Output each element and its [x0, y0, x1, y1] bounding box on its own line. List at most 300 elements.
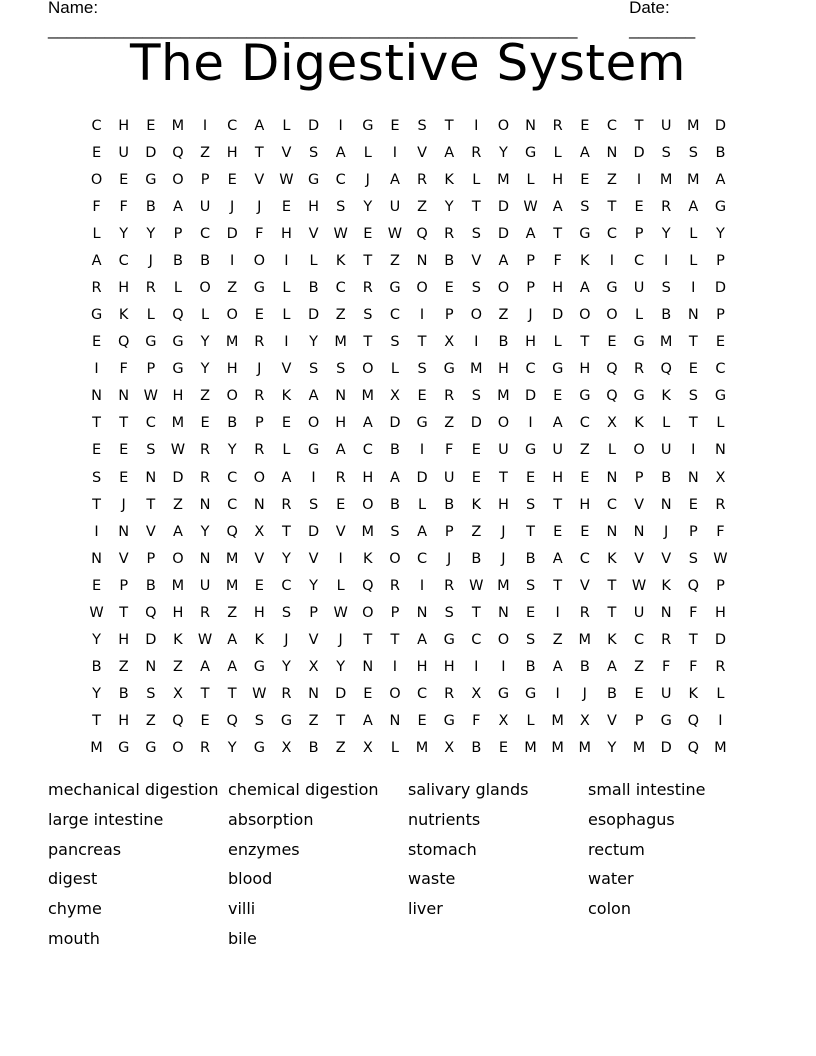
- word-bank-item: pancreas: [48, 839, 122, 859]
- grid-letter: M: [361, 388, 375, 405]
- word-bank: [48, 777, 768, 956]
- grid-letter: M: [714, 740, 727, 757]
- grid-letter: R: [444, 225, 455, 242]
- grid-letter: G: [145, 171, 157, 188]
- grid-letter: M: [225, 334, 239, 351]
- grid-letter: C: [417, 550, 428, 567]
- grid-letter: G: [253, 280, 265, 296]
- grid-letter: C: [335, 280, 346, 296]
- date-field-label: Date: _______: [629, 0, 696, 39]
- grid-letter: W: [333, 604, 348, 621]
- grid-letter: Q: [687, 577, 700, 594]
- grid-letter: M: [659, 334, 673, 351]
- grid-letter: R: [471, 144, 482, 161]
- grid-letter: S: [417, 361, 427, 378]
- grid-letter: E: [119, 171, 129, 188]
- grid-letter: L: [635, 307, 644, 324]
- grid-letter: R: [91, 280, 102, 296]
- grid-letter: B: [471, 740, 482, 757]
- grid-letter: N: [199, 496, 211, 513]
- grid-letter: I: [528, 415, 533, 432]
- grid-letter: R: [661, 198, 672, 215]
- grid-letter: L: [553, 334, 562, 351]
- grid-letter: C: [227, 469, 238, 486]
- grid-letter: V: [634, 550, 645, 567]
- word-search-grid: [83, 112, 734, 762]
- grid-letter: N: [606, 469, 618, 486]
- grid-letter: O: [172, 740, 184, 757]
- grid-letter: X: [606, 415, 617, 432]
- word-bank-item: mouth: [48, 928, 100, 948]
- grid-letter: D: [226, 225, 238, 242]
- grid-letter: R: [200, 604, 211, 621]
- grid-letter: Q: [172, 307, 184, 324]
- grid-letter: M: [497, 388, 510, 405]
- grid-letter: J: [230, 198, 235, 215]
- grid-letter: T: [336, 713, 346, 730]
- grid-letter: W: [143, 388, 158, 405]
- grid-letter: H: [714, 604, 726, 621]
- grid-letter: C: [145, 415, 156, 432]
- grid-letter: G: [172, 361, 184, 378]
- grid-letter: G: [606, 280, 618, 296]
- grid-letter: C: [715, 361, 726, 378]
- grid-letter: E: [634, 686, 644, 703]
- grid-letter: A: [389, 469, 400, 486]
- grid-letter: L: [526, 713, 535, 730]
- grid-letter: J: [257, 198, 262, 215]
- grid-letter: R: [444, 686, 455, 703]
- word-bank-item: nutrients: [408, 809, 481, 829]
- grid-letter: B: [308, 280, 319, 296]
- grid-letter: D: [416, 469, 428, 486]
- grid-letter: L: [363, 144, 372, 161]
- grid-letter: X: [308, 659, 319, 676]
- grid-letter: T: [92, 713, 101, 730]
- grid-letter: B: [661, 469, 672, 486]
- grid-letter: Z: [335, 740, 346, 757]
- grid-letter: W: [523, 198, 538, 215]
- grid-letter: R: [552, 117, 563, 134]
- grid-letter: F: [689, 604, 698, 621]
- grid-letter: I: [474, 659, 479, 676]
- grid-letter: P: [634, 713, 644, 730]
- grid-letter: M: [497, 171, 510, 188]
- grid-letter: X: [498, 713, 509, 730]
- grid-letter: F: [472, 713, 481, 730]
- grid-letter: T: [444, 117, 454, 134]
- grid-letter: B: [715, 144, 726, 161]
- grid-letter: B: [661, 307, 672, 324]
- grid-letter: P: [634, 225, 644, 242]
- grid-letter: H: [118, 632, 130, 649]
- grid-letter: M: [578, 632, 592, 649]
- grid-letter: C: [606, 117, 617, 134]
- grid-letter: J: [338, 632, 343, 649]
- grid-letter: O: [362, 604, 374, 621]
- grid-letter: O: [307, 415, 320, 432]
- grid-letter: Z: [471, 523, 482, 540]
- grid-letter: Q: [687, 740, 700, 757]
- grid-letter: G: [579, 225, 591, 242]
- grid-letter: S: [417, 117, 427, 134]
- word-bank-item: chyme: [48, 899, 102, 919]
- grid-letter: T: [634, 117, 644, 134]
- grid-letter: U: [660, 117, 672, 134]
- grid-letter: P: [444, 523, 454, 540]
- grid-letter: K: [634, 415, 644, 432]
- grid-letter: A: [172, 198, 183, 215]
- grid-letter: M: [361, 523, 375, 540]
- grid-letter: O: [226, 307, 238, 324]
- grid-letter: M: [497, 577, 510, 594]
- grid-letter: S: [471, 225, 481, 242]
- grid-letter: Q: [145, 604, 157, 621]
- grid-letter: N: [199, 550, 211, 567]
- grid-letter: H: [579, 496, 591, 513]
- grid-letter: X: [281, 740, 292, 757]
- grid-letter: A: [525, 225, 536, 242]
- grid-letter: E: [254, 307, 264, 324]
- grid-letter: Q: [362, 577, 374, 594]
- word-bank-item: villi: [228, 899, 256, 919]
- grid-letter: B: [525, 550, 536, 567]
- grid-letter: H: [525, 334, 537, 351]
- grid-letter: M: [334, 334, 347, 351]
- grid-letter: X: [579, 713, 590, 730]
- grid-letter: G: [416, 415, 428, 432]
- grid-letter: K: [580, 252, 590, 269]
- grid-letter: G: [497, 686, 510, 703]
- grid-letter: S: [661, 280, 671, 296]
- grid-letter: O: [497, 415, 510, 432]
- grid-letter: N: [525, 117, 536, 134]
- grid-letter: R: [145, 280, 156, 296]
- grid-letter: G: [280, 713, 293, 730]
- grid-letter: T: [553, 225, 563, 242]
- grid-letter: H: [497, 496, 509, 513]
- grid-letter: Y: [444, 198, 454, 215]
- grid-letter: H: [118, 713, 130, 730]
- grid-letter: J: [121, 496, 126, 513]
- grid-letter: E: [607, 334, 617, 351]
- grid-letter: K: [471, 496, 482, 513]
- grid-letter: C: [634, 632, 645, 649]
- grid-letter: J: [257, 361, 262, 378]
- grid-letter: E: [417, 713, 427, 730]
- grid-letter: B: [172, 252, 183, 269]
- grid-letter: E: [281, 415, 292, 432]
- grid-letter: Y: [716, 225, 725, 242]
- grid-letter: T: [119, 415, 129, 432]
- grid-letter: N: [335, 388, 347, 405]
- grid-letter: I: [311, 469, 316, 486]
- grid-letter: T: [607, 604, 617, 621]
- grid-letter: M: [171, 117, 185, 134]
- grid-letter: C: [118, 252, 129, 269]
- grid-letter: D: [145, 632, 157, 649]
- grid-letter: H: [308, 198, 320, 215]
- grid-letter: H: [552, 171, 564, 188]
- grid-letter: N: [416, 604, 428, 621]
- grid-letter: Y: [200, 523, 210, 540]
- grid-letter: N: [606, 523, 618, 540]
- grid-letter: M: [225, 577, 239, 594]
- grid-letter: P: [634, 469, 644, 486]
- grid-letter: E: [363, 686, 373, 703]
- grid-letter: W: [333, 225, 348, 242]
- grid-letter: H: [118, 280, 130, 296]
- grid-letter: T: [227, 686, 237, 703]
- grid-letter: N: [145, 469, 157, 486]
- grid-letter: A: [227, 659, 238, 676]
- grid-letter: R: [444, 577, 455, 594]
- grid-letter: T: [580, 334, 590, 351]
- grid-letter: C: [362, 442, 373, 459]
- grid-letter: T: [688, 415, 698, 432]
- grid-letter: K: [281, 388, 292, 405]
- grid-letter: Q: [660, 361, 672, 378]
- grid-letter: R: [417, 171, 428, 188]
- grid-letter: E: [471, 442, 481, 459]
- grid-letter: A: [552, 550, 563, 567]
- grid-letter: E: [336, 496, 346, 513]
- grid-letter: I: [94, 361, 99, 378]
- grid-letter: S: [444, 604, 454, 621]
- grid-letter: U: [633, 604, 645, 621]
- grid-letter: L: [390, 361, 399, 378]
- grid-letter: A: [308, 388, 319, 405]
- grid-letter: T: [92, 415, 101, 432]
- grid-letter: Z: [200, 144, 211, 161]
- grid-letter: V: [471, 252, 482, 269]
- grid-letter: V: [118, 550, 129, 567]
- grid-letter: U: [660, 686, 672, 703]
- grid-letter: Z: [172, 659, 183, 676]
- grid-letter: G: [714, 388, 727, 405]
- grid-letter: P: [526, 280, 535, 296]
- grid-letter: Y: [227, 442, 237, 459]
- grid-letter: O: [253, 252, 266, 269]
- grid-letter: I: [474, 334, 479, 351]
- grid-letter: P: [309, 604, 318, 621]
- grid-letter: N: [118, 388, 130, 405]
- grid-letter: G: [253, 659, 265, 676]
- grid-letter: S: [525, 496, 536, 513]
- grid-letter: H: [226, 144, 238, 161]
- grid-letter: E: [525, 604, 536, 621]
- grid-letter: O: [497, 632, 510, 649]
- grid-letter: X: [389, 388, 400, 405]
- grid-letter: T: [526, 523, 535, 540]
- grid-letter: I: [338, 550, 343, 567]
- grid-letter: Z: [118, 659, 129, 676]
- grid-letter: O: [579, 307, 591, 324]
- grid-letter: R: [254, 334, 265, 351]
- grid-letter: D: [714, 280, 727, 296]
- grid-letter: V: [281, 361, 292, 378]
- grid-letter: E: [91, 144, 102, 161]
- grid-letter: T: [417, 334, 427, 351]
- grid-letter: G: [389, 280, 401, 296]
- grid-letter: P: [390, 604, 400, 621]
- grid-letter: H: [552, 280, 564, 296]
- grid-letter: N: [660, 496, 672, 513]
- grid-letter: O: [497, 280, 510, 296]
- grid-letter: E: [200, 415, 210, 432]
- grid-letter: V: [606, 713, 617, 730]
- grid-letter: E: [715, 334, 726, 351]
- grid-letter: T: [688, 632, 698, 649]
- grid-letter: I: [691, 442, 696, 459]
- grid-letter: M: [225, 550, 239, 567]
- grid-letter: B: [200, 252, 211, 269]
- grid-letter: M: [171, 415, 185, 432]
- grid-letter: G: [443, 361, 455, 378]
- grid-letter: S: [91, 469, 102, 486]
- grid-letter: L: [689, 252, 698, 269]
- word-bank-item: chemical digestion: [228, 780, 379, 799]
- grid-letter: T: [553, 496, 563, 513]
- grid-letter: C: [227, 117, 238, 134]
- grid-letter: Z: [552, 632, 563, 649]
- grid-letter: V: [634, 496, 645, 513]
- word-bank-item: mechanical digestion: [48, 780, 219, 799]
- grid-letter: E: [688, 496, 698, 513]
- grid-letter: G: [443, 713, 455, 730]
- grid-letter: Z: [227, 280, 238, 296]
- grid-letter: B: [389, 442, 400, 459]
- grid-letter: J: [528, 307, 533, 324]
- grid-letter: P: [200, 171, 210, 188]
- grid-letter: O: [199, 280, 211, 296]
- grid-letter: Q: [172, 144, 184, 161]
- grid-letter: N: [118, 523, 130, 540]
- grid-letter: E: [91, 442, 102, 459]
- grid-letter: E: [580, 117, 590, 134]
- grid-letter: A: [688, 198, 699, 215]
- grid-letter: G: [253, 740, 265, 757]
- grid-letter: I: [202, 117, 208, 134]
- grid-letter: P: [444, 307, 454, 324]
- grid-letter: I: [501, 659, 506, 676]
- grid-letter: U: [660, 442, 672, 459]
- grid-letter: K: [688, 686, 699, 703]
- grid-letter: X: [715, 469, 726, 486]
- grid-letter: H: [118, 117, 130, 134]
- grid-letter: G: [524, 442, 537, 459]
- grid-letter: D: [633, 144, 645, 161]
- grid-letter: N: [91, 388, 102, 405]
- grid-letter: S: [580, 198, 590, 215]
- grid-letter: C: [227, 496, 238, 513]
- grid-letter: J: [365, 171, 370, 188]
- grid-letter: T: [471, 198, 481, 215]
- grid-letter: O: [253, 469, 266, 486]
- grid-letter: Y: [200, 361, 210, 378]
- grid-letter: S: [146, 686, 156, 703]
- grid-letter: D: [714, 632, 727, 649]
- grid-letter: S: [308, 144, 319, 161]
- grid-letter: Z: [579, 442, 590, 459]
- grid-letter: A: [254, 117, 265, 134]
- grid-letter: V: [254, 171, 265, 188]
- grid-letter: I: [474, 117, 479, 134]
- grid-letter: G: [524, 686, 537, 703]
- grid-letter: G: [660, 713, 672, 730]
- grid-letter: I: [691, 280, 696, 296]
- grid-letter: G: [362, 117, 374, 134]
- grid-letter: E: [634, 198, 644, 215]
- grid-letter: A: [389, 171, 400, 188]
- grid-letter: D: [335, 686, 347, 703]
- grid-letter: E: [281, 198, 292, 215]
- grid-letter: T: [607, 198, 617, 215]
- word-bank-item: water: [588, 869, 634, 889]
- word-bank-item: enzymes: [228, 839, 300, 859]
- grid-letter: V: [335, 523, 346, 540]
- grid-letter: V: [417, 144, 428, 161]
- grid-letter: R: [200, 740, 211, 757]
- grid-letter: T: [119, 604, 129, 621]
- grid-letter: T: [499, 469, 508, 486]
- grid-letter: Y: [119, 225, 129, 242]
- grid-letter: P: [146, 361, 156, 378]
- grid-letter: N: [606, 144, 618, 161]
- grid-letter: P: [119, 577, 129, 594]
- grid-letter: L: [146, 307, 155, 324]
- grid-letter: A: [227, 632, 238, 649]
- grid-letter: E: [91, 334, 102, 351]
- grid-letter: V: [579, 577, 590, 594]
- grid-letter: R: [389, 577, 400, 594]
- grid-letter: S: [688, 388, 698, 405]
- grid-letter: N: [145, 659, 157, 676]
- grid-letter: Q: [606, 361, 618, 378]
- grid-letter: A: [200, 659, 211, 676]
- grid-letter: B: [471, 550, 482, 567]
- grid-letter: O: [470, 307, 483, 324]
- grid-letter: W: [469, 577, 484, 594]
- grid-letter: B: [145, 577, 156, 594]
- grid-letter: A: [172, 523, 183, 540]
- grid-letter: E: [227, 171, 237, 188]
- grid-letter: L: [418, 496, 427, 513]
- grid-letter: R: [661, 632, 672, 649]
- grid-letter: K: [661, 388, 671, 405]
- grid-letter: Q: [226, 523, 238, 540]
- grid-letter: P: [146, 550, 156, 567]
- grid-letter: Y: [309, 577, 318, 594]
- grid-letter: I: [664, 252, 669, 269]
- grid-letter: L: [201, 307, 210, 324]
- grid-letter: L: [607, 442, 616, 459]
- grid-letter: D: [660, 740, 672, 757]
- grid-letter: K: [444, 171, 454, 188]
- grid-letter: L: [282, 442, 291, 459]
- grid-letter: R: [254, 442, 265, 459]
- grid-letter: Y: [282, 550, 291, 567]
- grid-letter: N: [715, 442, 726, 459]
- grid-letter: Y: [363, 198, 373, 215]
- grid-letter: D: [145, 144, 157, 161]
- grid-letter: U: [443, 469, 455, 486]
- grid-letter: T: [471, 604, 481, 621]
- grid-letter: P: [716, 577, 725, 594]
- grid-letter: S: [661, 144, 671, 161]
- grid-letter: J: [148, 252, 153, 269]
- grid-letter: U: [199, 577, 211, 594]
